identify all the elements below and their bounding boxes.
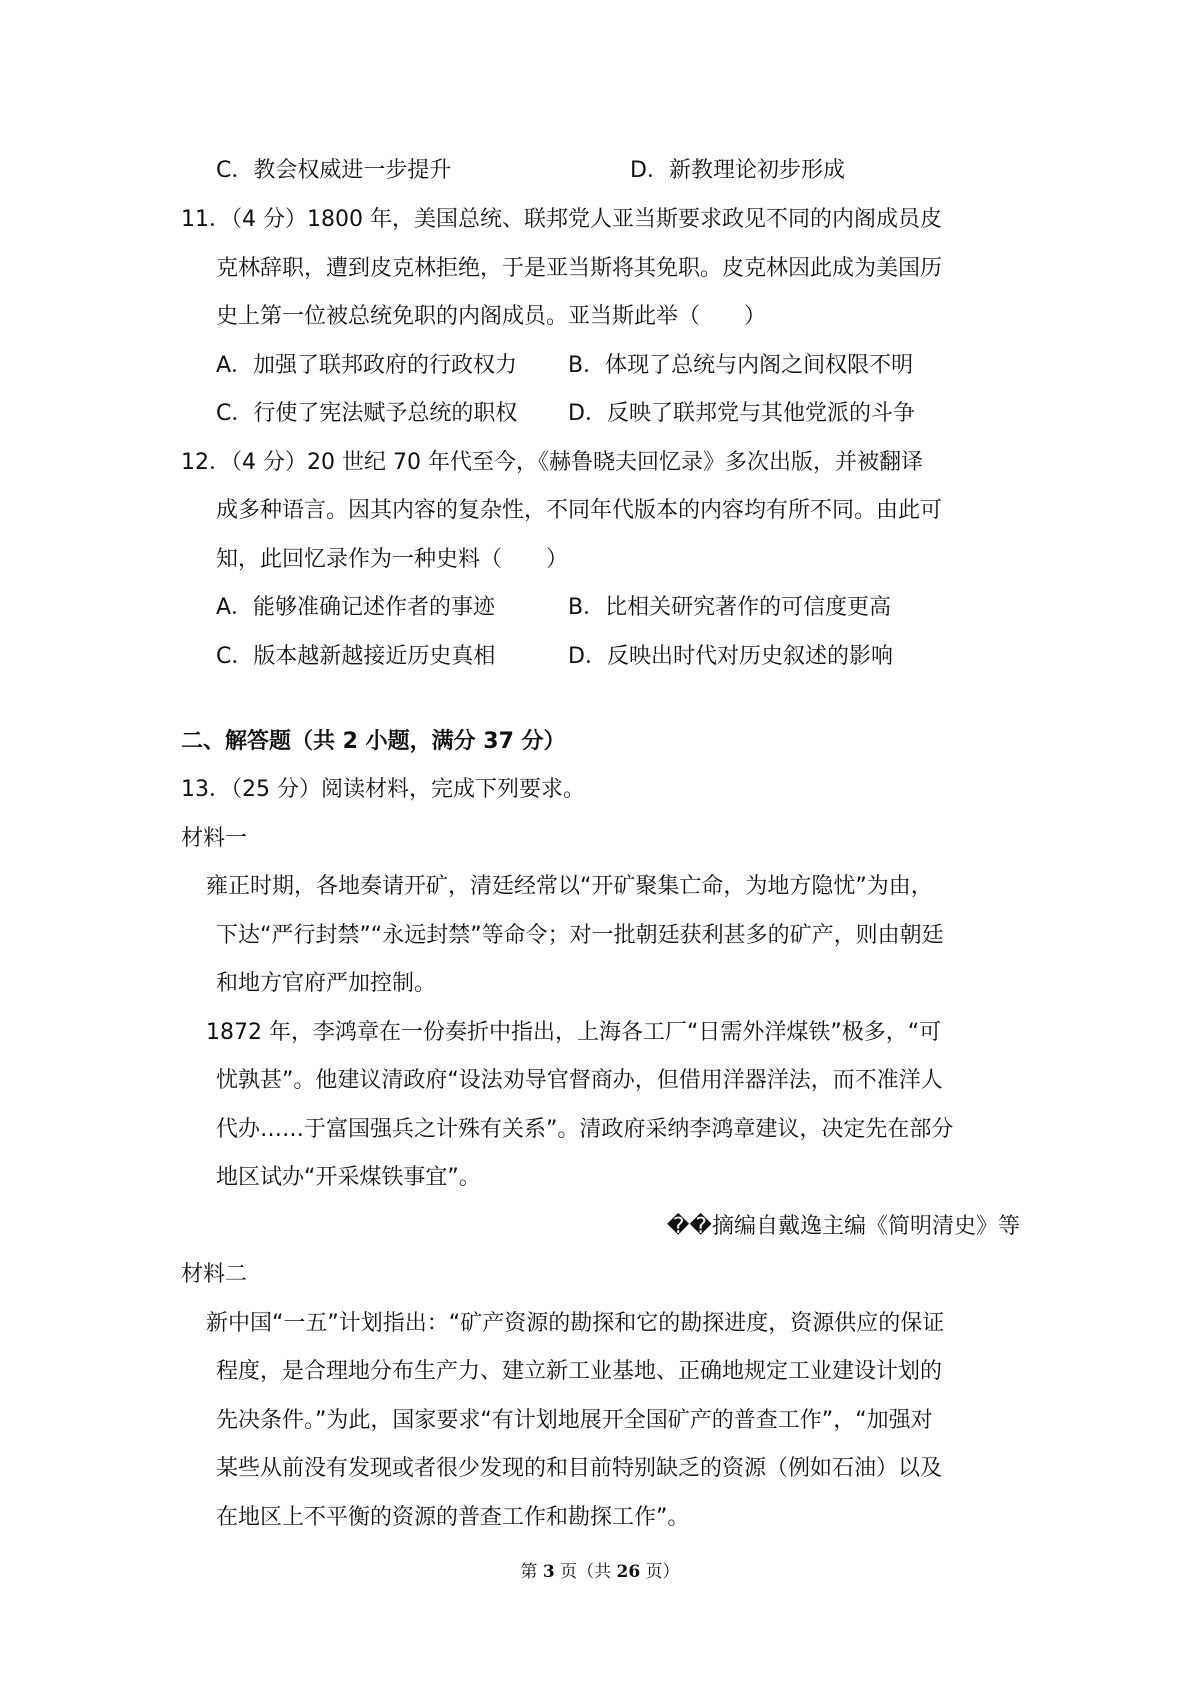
material-1-p1-line-3: 和地方官府严加控制。 (216, 971, 437, 996)
material-1-p2-line-4: 地区试办“开采煤铁事宜”。 (216, 1165, 481, 1190)
page-footer (0, 1560, 1200, 1584)
footer-suffix: 页） (645, 1562, 680, 1582)
q10-option-d: D．新教理论初步形成 (630, 158, 845, 183)
footer-prefix: 第 (520, 1562, 538, 1582)
footer-page-number: 3 (542, 1562, 555, 1582)
material-1-p2-line-3: 代办……于富国强兵之计殊有关系”。清政府采纳李鸿章建议，决定先在部分 (216, 1117, 954, 1142)
q12-option-d: D．反映出时代对历史叙述的影响 (568, 644, 893, 669)
q12-stem-line-1: 12．（4 分）20 世纪 70 年代至今，《赫鲁晓夫回忆录》多次出版，并被翻译 (181, 450, 923, 475)
material-2-line-4: 某些从前没有发现或者很少发现的和目前特别缺乏的资源（例如石油）以及 (216, 1456, 943, 1481)
material-1-label: 材料一 (181, 826, 248, 851)
q11-stem-line-3: 史上第一位被总统免职的内阁成员。亚当斯此举（ ） (216, 304, 767, 329)
q11-option-b: B．体现了总统与内阁之间权限不明 (568, 353, 914, 378)
material-2-label: 材料二 (181, 1262, 248, 1287)
q11-stem-line-2: 克林辞职，遭到皮克林拒绝，于是亚当斯将其免职。皮克林因此成为美国历 (216, 256, 943, 281)
material-1-source: ��摘编自戴逸主编《简明清史》等 (666, 1214, 1020, 1239)
footer-total-pages: 26 (616, 1562, 641, 1582)
q12-stem-line-3: 知，此回忆录作为一种史料（ ） (216, 547, 569, 572)
material-1-p1-line-2: 下达“严行封禁”“永远封禁”等命令；对一批朝廷获利甚多的矿产，则由朝廷 (216, 923, 944, 948)
q11-option-c: C．行使了宪法赋予总统的职权 (216, 401, 518, 426)
q11-option-d: D．反映了联邦党与其他党派的斗争 (568, 401, 915, 426)
footer-middle: 页（共 (560, 1562, 612, 1582)
material-2-line-5: 在地区上不平衡的资源的普查工作和勘探工作”。 (216, 1505, 690, 1530)
q10-option-c: C．教会权威进一步提升 (216, 158, 452, 183)
q12-option-c: C．版本越新越接近历史真相 (216, 644, 496, 669)
q12-option-b: B．比相关研究著作的可信度更高 (568, 595, 892, 620)
q12-option-a: A．能够准确记述作者的事迹 (216, 595, 496, 620)
material-2-line-3: 先决条件。”为此，国家要求“有计划地展开全国矿产的普查工作”，“加强对 (216, 1408, 933, 1433)
section-heading: 二、解答题（共 2 小题，满分 37 分） (181, 729, 566, 754)
material-2-line-2: 程度，是合理地分布生产力、建立新工业基地、正确地规定工业建设计划的 (216, 1359, 943, 1384)
material-1-p2-line-1: 1872 年，李鸿章在一份奏折中指出，上海各工厂“日需外洋煤铁”极多，“可 (206, 1020, 942, 1045)
q11-option-a: A．加强了联邦政府的行政权力 (216, 353, 518, 378)
material-2-line-1: 新中国“一五”计划指出：“矿产资源的勘探和它的勘探进度，资源供应的保证 (206, 1311, 945, 1336)
q13-stem: 13．（25 分）阅读材料，完成下列要求。 (181, 777, 585, 802)
q12-stem-line-2: 成多种语言。因其内容的复杂性，不同年代版本的内容均有所不同。由此可 (216, 498, 943, 523)
material-1-p1-line-1: 雍正时期，各地奏请开矿，清廷经常以“开矿聚集亡命，为地方隐忧”为由， (206, 874, 933, 899)
material-1-p2-line-2: 忧孰甚”。他建议清政府“设法劝导官督商办，但借用洋器洋法，而不准洋人 (216, 1068, 943, 1093)
q11-stem-line-1: 11．（4 分）1800 年，美国总统、联邦党人亚当斯要求政见不同的内阁成员皮 (181, 207, 942, 232)
